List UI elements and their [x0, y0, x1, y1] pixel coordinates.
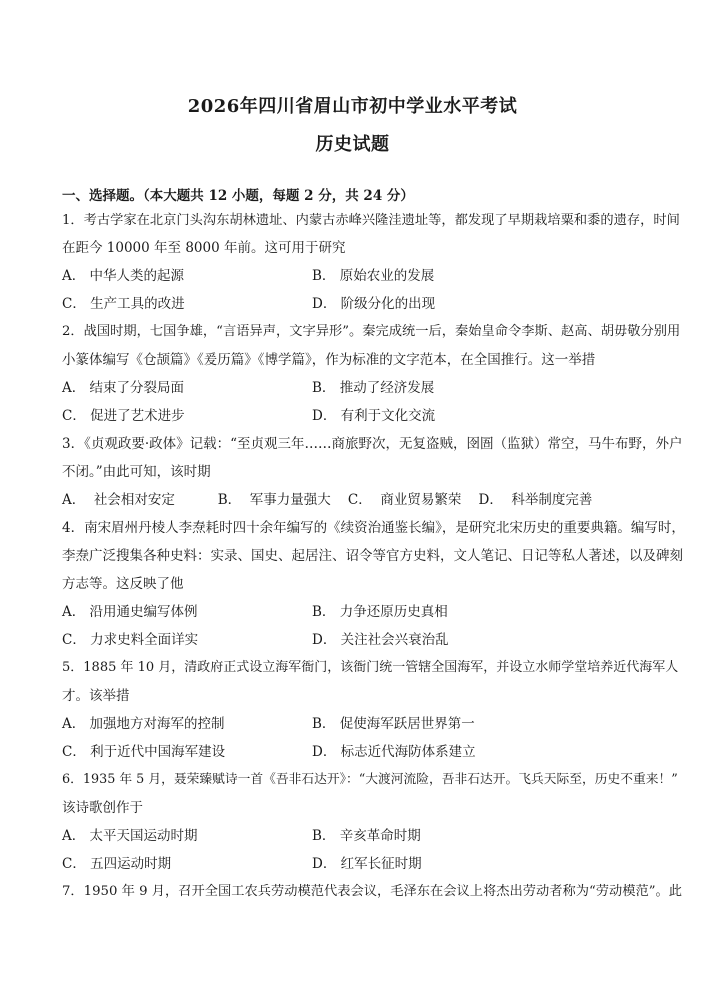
question-1-option-b: B． 原始农业的发展 — [312, 268, 435, 284]
question-7-line-1: 7．1950 年 9 月，召开全国工农兵劳动模范代表会议，毛泽东在会议上将杰出劳动者称为“劳动模范”。此 — [62, 884, 683, 899]
question-4-option-d: D． 关注社会兴衰治乱 — [312, 632, 449, 648]
question-1-option-c: C． 生产工具的改进 — [62, 296, 185, 312]
question-4-option-b: B． 力争还原历史真相 — [312, 604, 448, 620]
question-3-line-1: 3．《贞观政要·政体》记载：“至贞观三年……商旅野次，无复盗贼，囹圄（监狱）常空，马牛布野，外户 — [62, 436, 683, 452]
question-2-option-b: B． 推动了经济发展 — [312, 380, 435, 396]
question-6-option-b: B． 辛亥革命时期 — [312, 828, 421, 844]
section-heading: 一、选择题。（本大题共 12 小题，每题 2 分，共 24 分） — [62, 188, 414, 204]
question-4-option-c: C． 力求史料全面详实 — [62, 632, 199, 648]
question-6-line-1: 6．1935 年 5 月，聂荣臻赋诗一首《吾非石达开》：“大渡河流险，吾非石达开。飞兵天际至，历史不重来！” — [62, 772, 678, 787]
question-2-option-d: D． 有利于文化交流 — [312, 408, 436, 424]
question-6-option-c: C． 五四运动时期 — [62, 856, 172, 872]
question-4-option-a: A． 沿用通史编写体例 — [62, 604, 198, 620]
question-2-option-a: A． 结束了分裂局面 — [62, 380, 185, 396]
question-4-line-1: 4．南宋眉州丹棱人李焘耗时四十余年编写的《续资治通鉴长编》，是研究北宋历史的重要典籍。编写时， — [62, 520, 685, 536]
question-5-option-c: C． 利于近代中国海军建设 — [62, 744, 226, 760]
question-3-line-2: 不闭。”由此可知，该时期 — [62, 464, 211, 480]
question-6-line-2: 该诗歌创作于 — [62, 800, 143, 816]
question-5-option-a: A． 加强地方对海军的控制 — [62, 716, 225, 732]
question-4-line-2: 李焘广泛搜集各种史料：实录、国史、起居注、诏令等官方史料，文人笔记、日记等私人著述，以及碑刻 — [62, 548, 683, 564]
question-1-line-1: 1．考古学家在北京门头沟东胡林遗址、内蒙古赤峰兴隆洼遗址等，都发现了早期栽培粟和黍的遗存，时间 — [62, 213, 680, 228]
question-1-option-a: A． 中华人类的起源 — [62, 268, 185, 284]
question-2-line-1: 2．战国时期，七国争雄，“言语异声，文字异形”。秦完成统一后，秦始皇命令李斯、赵高、胡毋敬分别用 — [62, 324, 681, 339]
question-3-options: A． 社会相对安定 B． 军事力量强大 C． 商业贸易繁荣 D． 科举制度完善 — [62, 492, 593, 508]
question-5-line-1: 5．1885 年 10 月，清政府正式设立海军衙门，该衙门统一管辖全国海军，并设立水师学堂培养近代海军人 — [62, 660, 679, 675]
question-4-line-3: 方志等。这反映了他 — [62, 576, 184, 592]
question-1-option-d: D． 阶级分化的出现 — [312, 296, 436, 312]
question-2-line-2: 小篆体编写《仓颉篇》《爰历篇》《博学篇》，作为标准的文字范本，在全国推行。这一举措 — [62, 352, 596, 368]
question-6-option-a: A． 太平天国运动时期 — [62, 828, 198, 844]
question-5-option-d: D． 标志近代海防体系建立 — [312, 744, 476, 760]
question-1-line-2: 在距今 10000 年至 8000 年前。这可用于研究 — [62, 240, 346, 256]
exam-title: 2026年四川省眉山市初中学业水平考试 — [187, 96, 518, 117]
question-5-option-b: B． 促使海军跃居世界第一 — [312, 716, 475, 732]
question-5-line-2: 才。该举措 — [62, 688, 130, 704]
question-6-option-d: D． 红军长征时期 — [312, 856, 422, 872]
exam-subtitle: 历史试题 — [315, 134, 390, 155]
question-2-option-c: C． 促进了艺术进步 — [62, 408, 185, 424]
